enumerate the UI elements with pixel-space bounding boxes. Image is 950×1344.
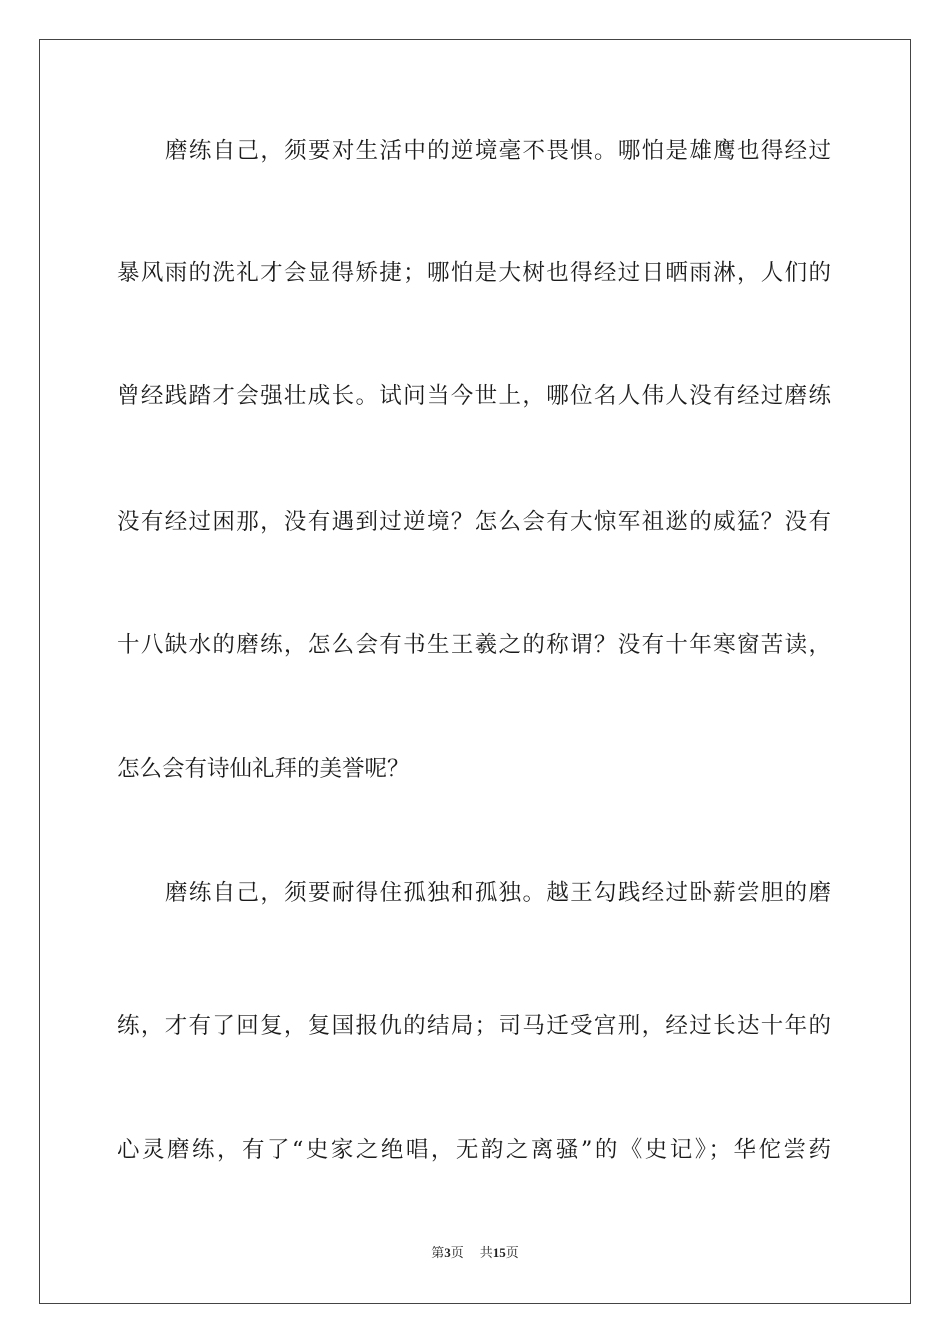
total-pages-indicator: 共15页 (479, 1245, 519, 1261)
paragraph-1-line-3: 曾经践踏才会强壮成长。试问当今世上，哪位名人伟人没有经过磨练 (117, 383, 831, 409)
paragraph-1-line-4: 没有经过困那，没有遇到过逆境？怎么会有大惊军祖逖的威猛？没有 (117, 509, 831, 535)
paragraph-2-line-1: 磨练自己，须要耐得住孤独和孤独。越王勾践经过卧薪尝胆的磨 (165, 880, 831, 906)
paragraph-2-line-3: 心灵磨练，有了“史家之绝唱，无韵之离骚”的《史记》；华佗尝药 (117, 1137, 831, 1163)
page-border (39, 39, 911, 1304)
paragraph-1-line-1: 磨练自己，须要对生活中的逆境毫不畏惧。哪怕是雄鹰也得经过 (165, 138, 831, 164)
page-footer (0, 1244, 950, 1263)
paragraph-1-line-6: 怎么会有诗仙礼拜的美誉呢？ (117, 756, 410, 782)
paragraph-1-line-2: 暴风雨的洗礼才会显得矫捷；哪怕是大树也得经过日晒雨淋，人们的 (117, 260, 831, 286)
paragraph-2-line-2: 练，才有了回复，复国报仇的结局；司马迁受宫刑，经过长达十年的 (117, 1013, 831, 1039)
page-indicator: 第3页 (431, 1245, 464, 1261)
paragraph-1-line-5: 十八缺水的磨练，怎么会有书生王羲之的称谓？没有十年寒窗苦读， (117, 632, 831, 658)
total-page-count: 15 (492, 1245, 506, 1260)
current-page-number: 3 (444, 1245, 451, 1260)
